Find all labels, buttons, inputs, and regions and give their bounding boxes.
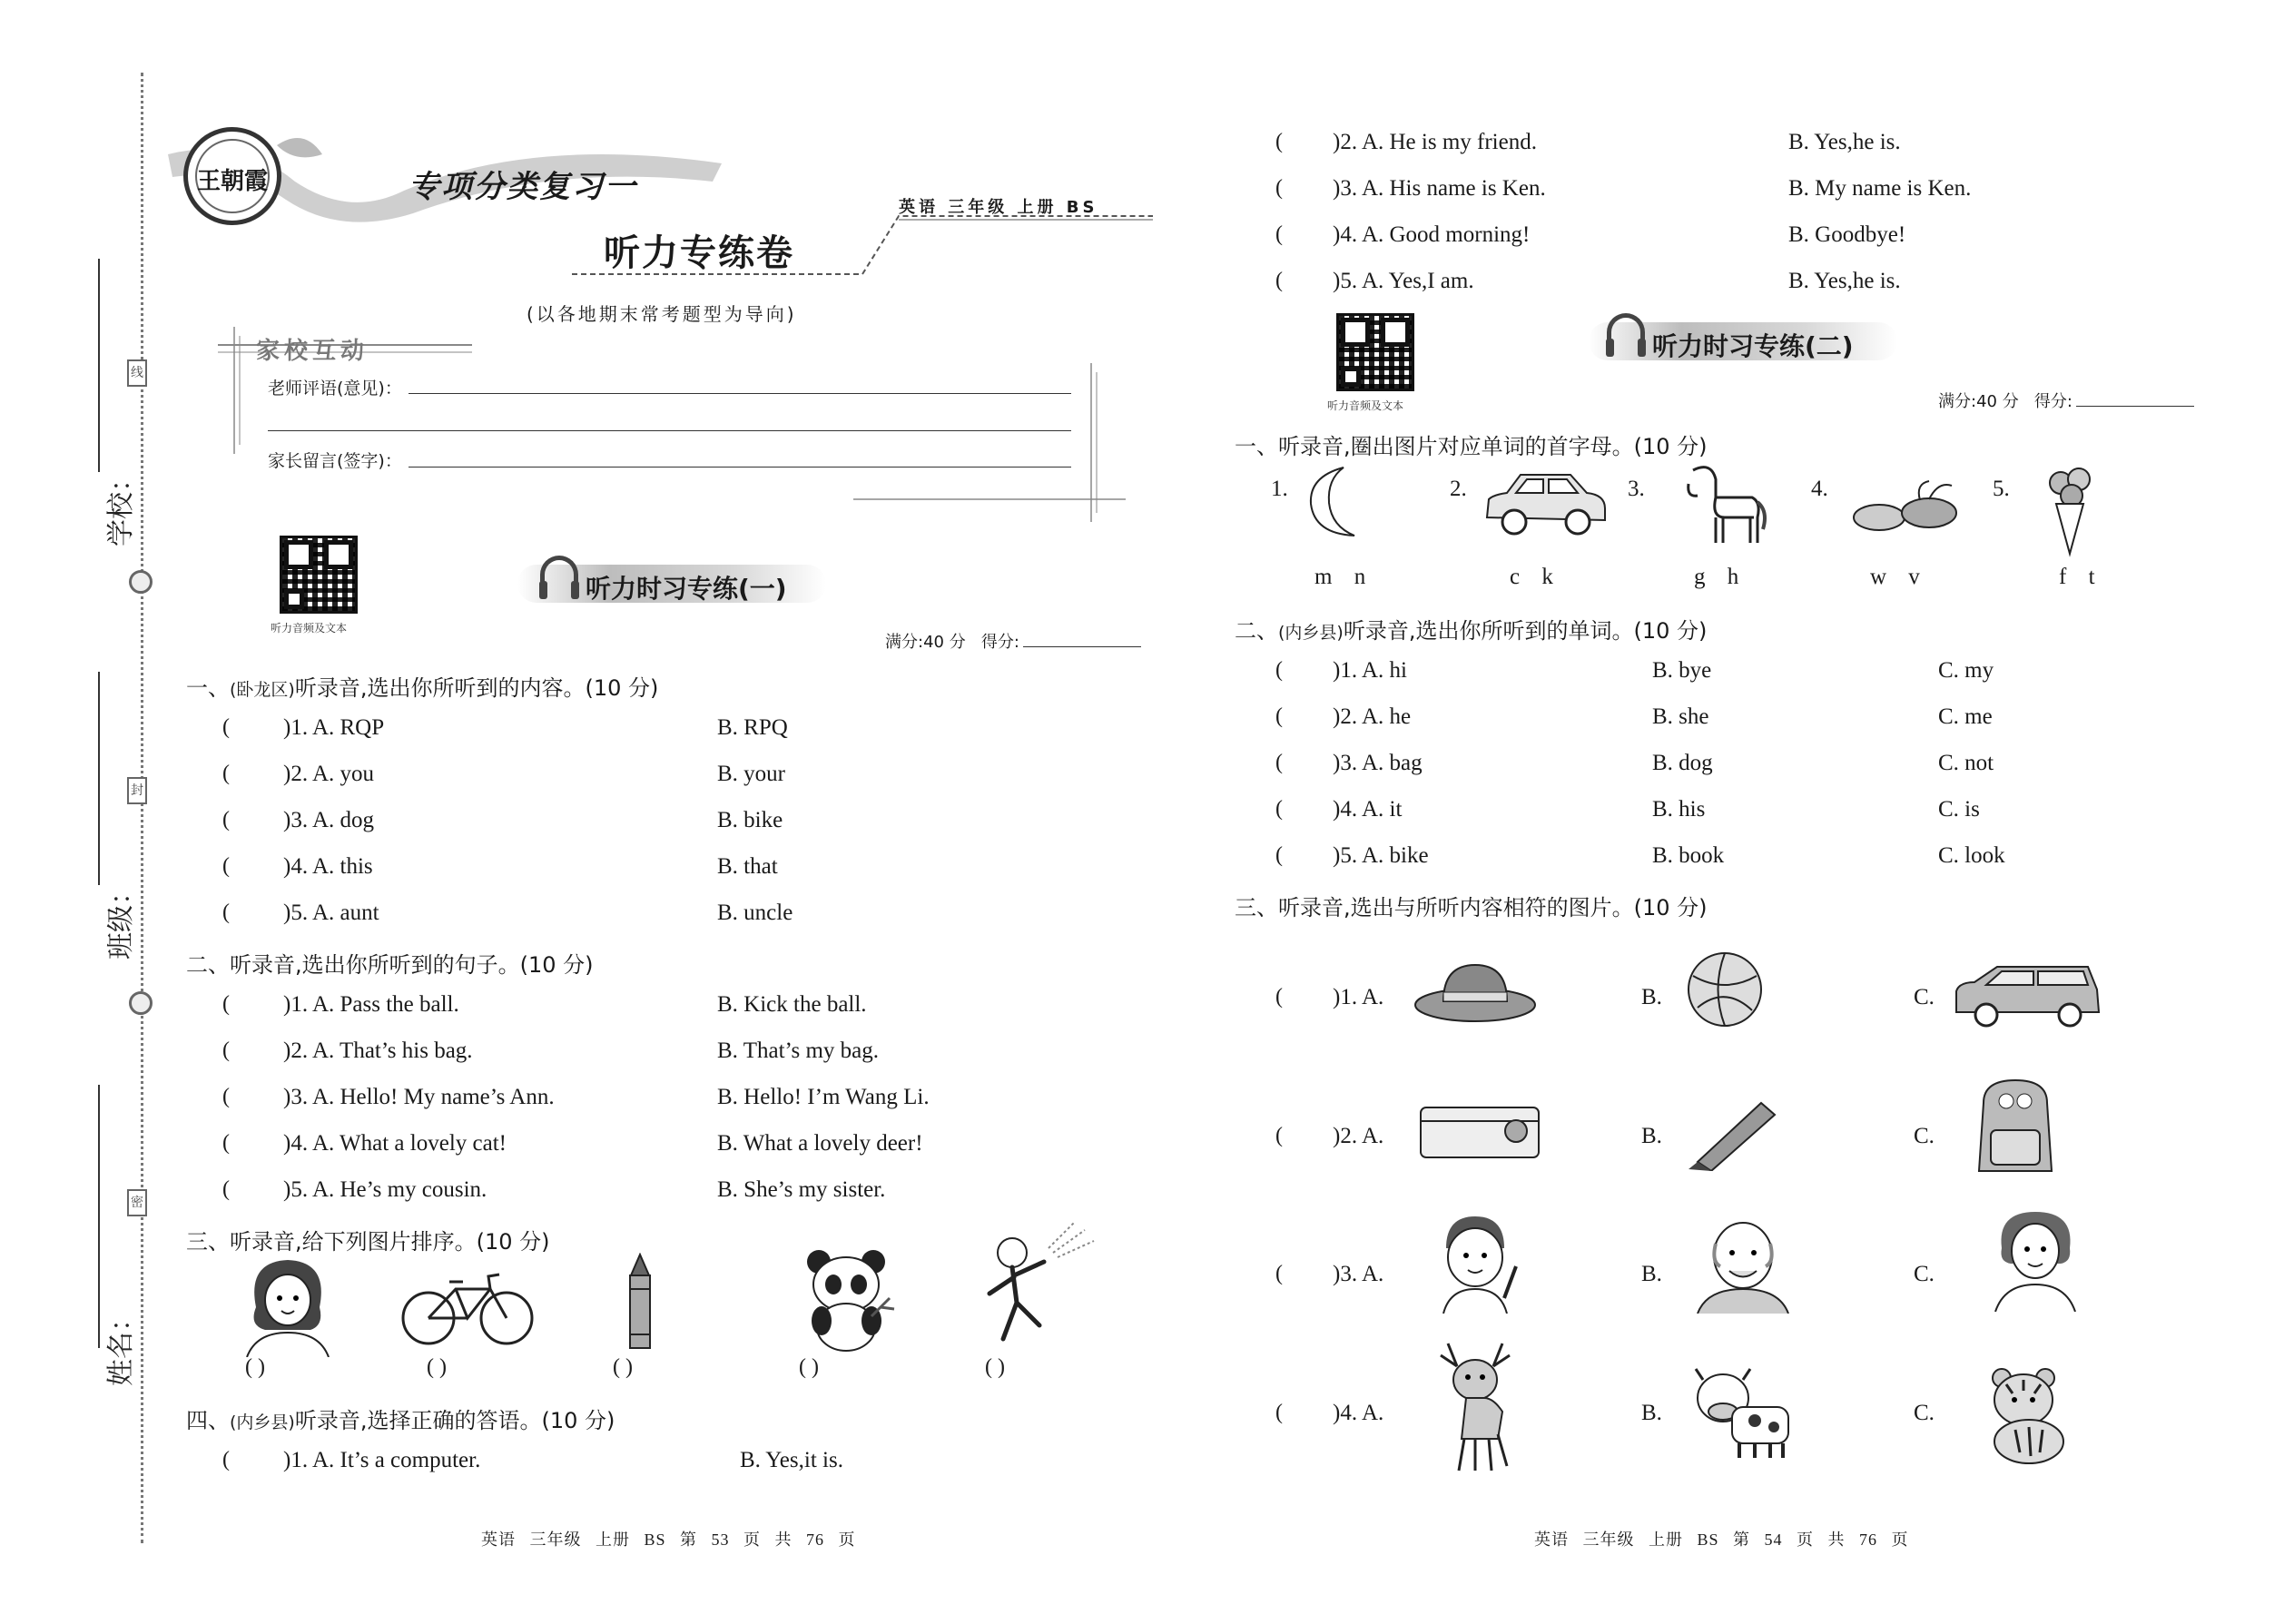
option-b: B. Yes,he is. <box>1788 269 1901 293</box>
item-number: 5. <box>1993 477 2010 501</box>
option-b: B. <box>1641 1401 1662 1425</box>
binding-mark-seal: 封 <box>127 777 147 804</box>
option-b: B. <box>1641 985 1662 1009</box>
tiger-picture-icon <box>1974 1362 2083 1466</box>
option-b: B. bye <box>1652 658 1712 683</box>
qr-code-icon[interactable] <box>280 536 358 614</box>
option-row: )3. A. <box>1333 1262 1384 1286</box>
letter-choices[interactable]: g h <box>1694 565 1739 589</box>
item-number: 4. <box>1811 477 1828 501</box>
girl-picture-icon <box>238 1253 338 1357</box>
page-footer-right: 英语 三年级 上册 BS 第 54 页 共 76 页 <box>1534 1530 1909 1549</box>
deer-picture-icon <box>1430 1339 1530 1475</box>
question-3-title: 三、听录音,给下列图片排序。(10 分) <box>186 1229 550 1255</box>
car-picture-icon <box>1480 468 1611 540</box>
option-b: B. that <box>717 854 778 879</box>
flowers-picture-icon <box>2033 463 2106 558</box>
school-underline <box>98 259 100 472</box>
section-title: 听力时习专练(二) <box>1652 331 1854 361</box>
boy-picture-icon <box>1430 1212 1521 1314</box>
option-b: B. bike <box>717 808 783 832</box>
letter-choices[interactable]: c k <box>1510 565 1553 589</box>
option-b: B. book <box>1652 843 1725 868</box>
boy-kicking-picture-icon <box>976 1221 1103 1348</box>
option-c: C. is <box>1938 797 1980 822</box>
grandpa-picture-icon <box>1689 1212 1797 1314</box>
order-blank[interactable]: ( ) <box>427 1355 447 1379</box>
bicycle-picture-icon <box>399 1262 536 1353</box>
binding-mark-line: 线 <box>127 359 147 387</box>
option-row: )1. A. It’s a computer. <box>283 1448 481 1472</box>
option-row: )4. A. Good morning! <box>1333 222 1531 247</box>
backpack-picture-icon <box>1965 1076 2065 1180</box>
binding-hole-icon <box>129 991 153 1015</box>
item-number: 3. <box>1628 477 1645 501</box>
class-label: 班级： <box>105 878 137 960</box>
option-row: )2. A. you <box>283 762 374 786</box>
option-b: B. his <box>1652 797 1706 822</box>
option-row: )5. A. aunt <box>283 901 379 925</box>
option-row: )2. A. he <box>1333 704 1412 729</box>
option-row: )3. A. Hello! My name’s Ann. <box>283 1085 555 1109</box>
option-row: )3. A. His name is Ken. <box>1333 176 1546 201</box>
headphones-icon <box>1607 313 1645 353</box>
option-c: C. <box>1914 1124 1935 1148</box>
question-3-title: 三、听录音,选出与所听内容相符的图片。(10 分) <box>1235 895 1708 920</box>
question-2-title: 二、(内乡县)听录音,选出你所听到的单词。(10 分) <box>1235 618 1708 644</box>
option-row: )2. A. He is my friend. <box>1333 130 1537 154</box>
score-info: 满分:40 分 得分: <box>1938 389 2194 412</box>
option-c: C. <box>1914 985 1935 1009</box>
option-row: )4. A. this <box>283 854 373 879</box>
option-c: C. <box>1914 1262 1935 1286</box>
score-info: 满分:40 分 得分: <box>885 629 1141 653</box>
option-c: C. not <box>1938 751 1994 775</box>
hat-picture-icon <box>1412 958 1539 1026</box>
order-blank[interactable]: ( ) <box>985 1355 1005 1379</box>
teacher-comment-label: 老师评语(意见)： <box>268 379 402 399</box>
option-c: C. me <box>1938 704 1993 729</box>
teacher-comment-line <box>409 393 1071 394</box>
option-b: B. <box>1641 1124 1662 1148</box>
vegetables-picture-icon <box>1843 477 1970 540</box>
option-row: )1. A. <box>1333 985 1384 1009</box>
option-b: B. Yes,he is. <box>1788 130 1901 154</box>
option-b: B. She’s my sister. <box>717 1177 886 1202</box>
question-1-title: 一、听录音,圈出图片对应单词的首字母。(10 分) <box>1235 434 1708 459</box>
series-title: 专项分类复习一 <box>409 169 637 205</box>
woman-picture-icon <box>1988 1207 2083 1312</box>
option-b: B. That’s my bag. <box>717 1038 880 1063</box>
home-school-label: 家校互动 <box>256 338 369 365</box>
parent-comment-label: 家长留言(签字)： <box>268 451 402 471</box>
order-blank[interactable]: ( ) <box>245 1355 265 1379</box>
binding-mark-secret: 密 <box>127 1189 147 1216</box>
letter-choices[interactable]: m n <box>1314 565 1366 589</box>
cow-picture-icon <box>1687 1362 1800 1462</box>
option-b: B. she <box>1652 704 1709 729</box>
question-2-title: 二、听录音,选出你所听到的句子。(10 分) <box>186 952 594 978</box>
pencil-box-picture-icon <box>1416 1098 1543 1162</box>
parent-comment-line <box>409 467 1071 468</box>
option-b: B. RPQ <box>717 715 788 740</box>
binding-hole-icon <box>129 570 153 594</box>
class-underline <box>98 672 100 885</box>
option-b: B. Hello! I’m Wang Li. <box>717 1085 930 1109</box>
option-b: B. dog <box>1652 751 1713 775</box>
option-b: B. your <box>717 762 785 786</box>
binding-dotted-line <box>141 73 143 1543</box>
question-1-title: 一、(卧龙区)听录音,选出你所听到的内容。(10 分) <box>186 675 659 701</box>
qr-caption: 听力音频及文本 <box>1327 399 1404 412</box>
subject-grade-tag: 英语 三年级 上册 BS <box>899 198 1098 217</box>
item-number: 2. <box>1450 477 1467 501</box>
letter-choices[interactable]: f t <box>2059 565 2095 589</box>
option-row: )5. A. He’s my cousin. <box>283 1177 487 1202</box>
exam-title: 听力专练卷 <box>604 232 794 274</box>
option-c: C. my <box>1938 658 1994 683</box>
option-row: )3. A. bag <box>1333 751 1423 775</box>
ball-picture-icon <box>1684 949 1766 1030</box>
option-row: )5. A. bike <box>1333 843 1429 868</box>
option-row: )5. A. Yes,I am. <box>1333 269 1474 293</box>
option-row: )1. A. RQP <box>283 715 385 740</box>
option-row: )4. A. <box>1333 1401 1384 1425</box>
qr-caption: 听力音频及文本 <box>271 622 348 635</box>
crayon-picture-icon <box>1684 1089 1784 1171</box>
option-row: )1. A. hi <box>1333 658 1407 683</box>
teacher-comment-line-2 <box>268 430 1071 431</box>
option-b: B. My name is Ken. <box>1788 176 1972 201</box>
option-b: B. uncle <box>717 901 793 925</box>
item-number: 1. <box>1271 477 1288 501</box>
option-row: )3. A. dog <box>283 808 374 832</box>
option-c: C. <box>1914 1401 1935 1425</box>
option-b: B. Yes,it is. <box>740 1448 843 1472</box>
headphones-icon <box>540 556 578 595</box>
option-row: )1. A. Pass the ball. <box>283 992 459 1017</box>
exam-subtitle: (以各地期末常考题型为导向) <box>527 303 797 325</box>
option-row: )2. A. That’s his bag. <box>283 1038 473 1063</box>
option-row: )4. A. it <box>1333 797 1403 822</box>
option-b: B. Kick the ball. <box>717 992 867 1017</box>
option-b: B. What a lovely deer! <box>717 1131 923 1156</box>
publisher-logo: 王朝霞 <box>183 127 281 225</box>
order-blank[interactable]: ( ) <box>799 1355 819 1379</box>
option-b: B. Goodbye! <box>1788 222 1906 247</box>
section-title: 听力时习专练(一) <box>586 574 787 604</box>
page-footer-left: 英语 三年级 上册 BS 第 53 页 共 76 页 <box>481 1530 856 1549</box>
option-row: )4. A. What a lovely cat! <box>283 1131 507 1156</box>
school-label: 学校： <box>105 465 137 546</box>
order-blank[interactable]: ( ) <box>613 1355 633 1379</box>
question-4-title: 四、(内乡县)听录音,选择正确的答语。(10 分) <box>186 1408 615 1433</box>
crayon-picture-icon <box>617 1253 663 1353</box>
suv-picture-icon <box>1952 962 2106 1030</box>
option-c: C. look <box>1938 843 2005 868</box>
option-b: B. <box>1641 1262 1662 1286</box>
option-row: )2. A. <box>1333 1124 1384 1148</box>
qr-code-icon[interactable] <box>1336 313 1414 391</box>
moon-picture-icon <box>1300 463 1373 540</box>
letter-choices[interactable]: w v <box>1870 565 1920 589</box>
panda-picture-icon <box>799 1244 899 1353</box>
horse-picture-icon <box>1670 461 1770 547</box>
name-label: 姓名： <box>105 1304 137 1386</box>
